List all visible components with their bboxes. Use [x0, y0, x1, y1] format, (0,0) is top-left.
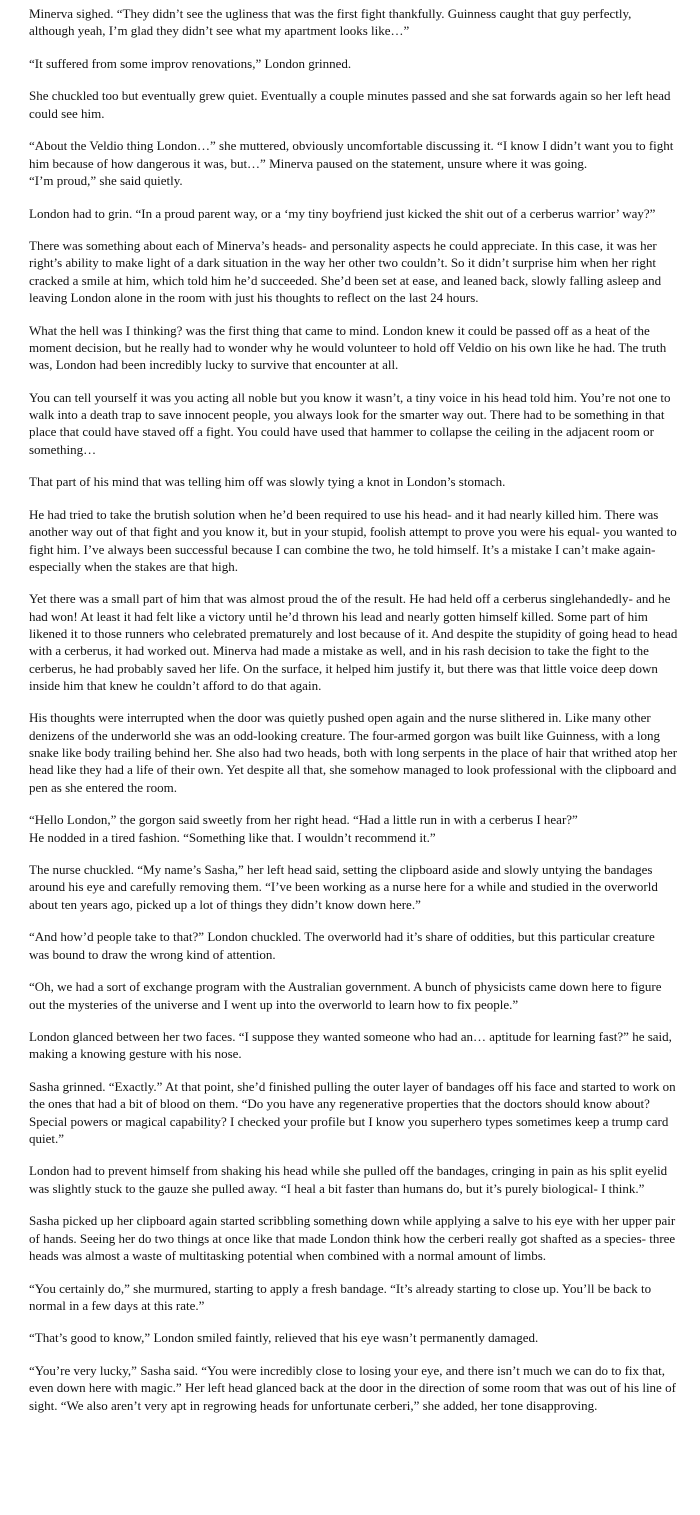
- paragraph: “Oh, we had a sort of exchange program with the Australian government. A bunch of physicists came down here to figure out the mysteries of the universe and I went up into the overworld to learn how to fix people.”: [29, 979, 662, 1012]
- paragraph: Yet there was a small part of him that was almost proud the of the result. He had held off a cerberus singlehandedly- and he had won! At least it had felt like a victory until he’d thrown his lead and nearly gotten himself killed. Some part of him likened it to those runners who celebrated prematurely and lost because of it. And despite the stupidity of going head to head with a cerberus, it had worked out. Minerva had made a mistake as well, and in his rash decision to take the fight to the cerberus, he had probably saved her life. On the surface, it helped him justify it, but there was that little voice deep down inside him that knew he couldn’t afford to do that again.: [29, 591, 678, 693]
- paragraph: “About the Veldio thing London…” she muttered, obviously uncomfortable discussing it. “I know I didn’t want you to fight him because of how dangerous it was, but…” Minerva paused on the statement, unsure where it was going. “I’m proud,” she said quietly.: [29, 138, 674, 188]
- paragraph: She chuckled too but eventually grew quiet. Eventually a couple minutes passed and she sat forwards again so her left head could see him.: [29, 88, 671, 121]
- paragraph: The nurse chuckled. “My name’s Sasha,” her left head said, setting the clipboard aside and slowly untying the bandages around his eye and carefully removing them. “I’ve been working as a nurse here for a while and studied in the overworld about ten years ago, picked up a lot of things they didn’t know down here.”: [29, 862, 658, 912]
- paragraph: His thoughts were interrupted when the door was quietly pushed open again and the nurse slithered in. Like many other denizens of the underworld she was an odd-looking creature. The four-armed gorgon was built like Guinness, with a long snake like body trailing behind her. She also had two heads, both with long serpents in the place of hair that writhed atop her head like they had a life of their own. Yet despite all that, she somehow managed to look professional with the clipboard and pen as she entered the room.: [29, 710, 678, 795]
- story-text: [29, 5, 678, 1429]
- paragraph: You can tell yourself it was you acting all noble but you know it wasn’t, a tiny voice in his head told him. You’re not one to walk into a death trap to save innocent people, you always look for the smarter way out. There had to be something in that place that could have staved off a fight. You could have used that hammer to collapse the ceiling in the adjacent room or something…: [29, 389, 671, 457]
- paragraph: “That’s good to know,” London smiled faintly, relieved that his eye wasn’t permanently damaged.: [29, 1330, 539, 1346]
- paragraph: London glanced between her two faces. “I suppose they wanted someone who had an… aptitude for learning fast?” he said, making a knowing gesture with his nose.: [29, 1029, 672, 1062]
- paragraph: London had to prevent himself from shaking his head while she pulled off the bandages, cringing in pain as his split eyelid was slightly stuck to the gauze she pulled away. “I heal a bit faster than humans do, but it’s purely biological- I think.”: [29, 1163, 668, 1196]
- paragraph: Minerva sighed. “They didn’t see the ugliness that was the first fight thankfully. Guinness caught that guy perfectly, although yeah, I’m glad they didn’t see what my apartment looks like…”: [29, 6, 632, 39]
- paragraph: “Hello London,” the gorgon said sweetly from her right head. “Had a little run in with a cerberus I hear?” He nodded in a tired fashion. “Something like that. I wouldn’t recommend it.”: [29, 812, 578, 845]
- paragraph: There was something about each of Minerva’s heads- and personality aspects he could appreciate. In this case, it was her right’s ability to make light of a dark situation in the way her other two couldn’t. So it didn’t surprise him when her right cracked a smile at him, which told him he’d succeeded. She’d been set at ease, and leaned back, slowly falling asleep and leaving London alone in the room with just his thoughts to reflect on the last 24 hours.: [29, 238, 662, 306]
- paragraph: What the hell was I thinking? was the first thing that came to mind. London knew it could be passed off as a heat of the moment decision, but he really had to wonder why he would volunteer to hold off Veldio on his own like he had. The truth was, London had been incredibly lucky to survive that encounter at all.: [29, 322, 667, 373]
- paragraph: That part of his mind that was telling him off was slowly tying a knot in London’s stomach.: [29, 474, 506, 490]
- paragraph: Sasha grinned. “Exactly.” At that point, she’d finished pulling the outer layer of bandages off his face and started to work on the ones that had a bit of blood on them. “Do you have any regenerative properties that the doctors should know about? Special powers or magical capability? I checked your profile but I know you superhero types sometimes keep a trump card quiet.”: [29, 1079, 676, 1146]
- paragraph: “You’re very lucky,” Sasha said. “You were incredibly close to losing your eye, and there isn’t much we can do to fix that, even down here with magic.” Her left head glanced back at the door in the direction of some room that was out of his line of sight. “We also aren’t very apt in regrowing heads for unfortunate cerberi,” she added, her tone disapproving.: [29, 1363, 676, 1413]
- paragraph: “It suffered from some improv renovations,” London grinned.: [29, 55, 352, 71]
- paragraph: “You certainly do,” she murmured, starting to apply a fresh bandage. “It’s already starting to close up. You’ll be back to normal in a few days at this rate.”: [29, 1280, 652, 1313]
- paragraph: London had to grin. “In a proud parent way, or a ‘my tiny boyfriend just kicked the shit out of a cerberus warrior’ way?”: [29, 205, 656, 221]
- paragraph: “And how’d people take to that?” London chuckled. The overworld had it’s share of oddities, but this particular creature was bound to draw the wrong kind of attention.: [29, 929, 655, 962]
- paragraph: He had tried to take the brutish solution when he’d been required to use his head- and it had nearly killed him. There was another way out of that fight and you know it, but in your stupid, foolish attempt to prove you were his equal- you wanted to fight him. I’ve always been successful because I can combine the two, he told himself. It’s a mistake I can’t make again- especially when the stakes are that high.: [29, 506, 677, 574]
- paragraph: Sasha picked up her clipboard again started scribbling something down while applying a salve to his eye with her upper pair of hands. Seeing her do two things at once like that made London think how the cerberi really got shafted as a species- three heads was almost a waste of multitasking potential when combined with a normal amount of limbs.: [29, 1213, 676, 1263]
